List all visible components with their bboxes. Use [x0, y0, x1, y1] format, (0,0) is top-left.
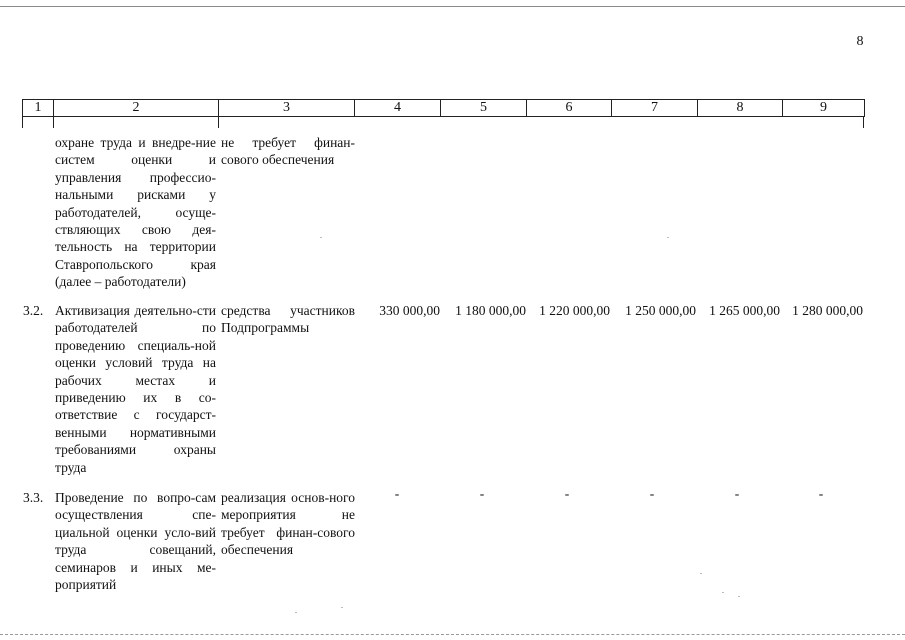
row-3-2-description: Активизация деятельно-сти работодателей по проведению специаль-ной оценки условий труда на рабочих местах и приведению их в со-ответствие с государст-венными нормативными требованиями охраны труда [55, 303, 216, 475]
row-3-2-number: 3.2. [23, 303, 44, 318]
header-col-6: 6 [527, 100, 612, 117]
row-3-2-value-col6: 1 220 000,00 [539, 303, 610, 318]
row-3-3-source: реализация основ-ного мероприятия не требует финан-сового обеспечения [221, 490, 355, 558]
row-3-3-value-col4: - [394, 486, 400, 501]
scan-speck [700, 573, 702, 574]
scan-speck [738, 596, 740, 597]
row-3-2-value-col7: 1 250 000,00 [625, 303, 696, 318]
row-continuation-source: не требует финан-сового обеспечения [221, 135, 355, 168]
column-divider [863, 117, 864, 128]
row-3-2-value-col8: 1 265 000,00 [709, 303, 780, 318]
scan-speck [341, 607, 343, 608]
scan-speck [667, 237, 669, 238]
header-col-9: 9 [783, 100, 865, 117]
column-divider [53, 117, 54, 128]
header-col-1: 1 [23, 100, 54, 117]
column-divider [218, 117, 219, 128]
row-3-3-value-col7: - [649, 486, 655, 501]
header-col-4: 4 [355, 100, 441, 117]
row-3-2-value-col5: 1 180 000,00 [455, 303, 526, 318]
header-col-2: 2 [54, 100, 219, 117]
header-col-8: 8 [698, 100, 783, 117]
row-3-3-value-col8: - [734, 486, 740, 501]
row-3-3-value-col9: - [818, 486, 824, 501]
row-continuation-description: охране труда и внедре-ние систем оценки и управления профессио-нальными рисками у работодателей, осуще-ствляющих свою дея-тельность на территории Ставропольского края (далее – работодатели) [55, 135, 216, 290]
page-number: 8 [856, 34, 864, 49]
scan-edge-bottom [0, 634, 905, 635]
column-number-header [22, 99, 865, 117]
header-col-5: 5 [441, 100, 527, 117]
row-3-3-value-col5: - [479, 486, 485, 501]
header-col-3: 3 [219, 100, 355, 117]
scan-speck [320, 237, 322, 238]
scan-speck [295, 612, 297, 613]
header-col-7: 7 [612, 100, 698, 117]
scan-edge-top [0, 6, 905, 7]
row-3-2-value-col4: 330 000,00 [379, 303, 440, 318]
row-3-3-value-col6: - [564, 486, 570, 501]
scan-speck [722, 592, 724, 593]
row-3-3-number: 3.3. [23, 490, 44, 505]
column-divider [22, 117, 23, 128]
row-3-2-source: средства участников Подпрограммы [221, 303, 355, 336]
row-3-3-description: Проведение по вопро-сам осуществления спе-циальной оценки усло-вий труда совещаний, семинаров и иных ме-роприятий [55, 490, 216, 593]
row-3-2-value-col9: 1 280 000,00 [792, 303, 863, 318]
